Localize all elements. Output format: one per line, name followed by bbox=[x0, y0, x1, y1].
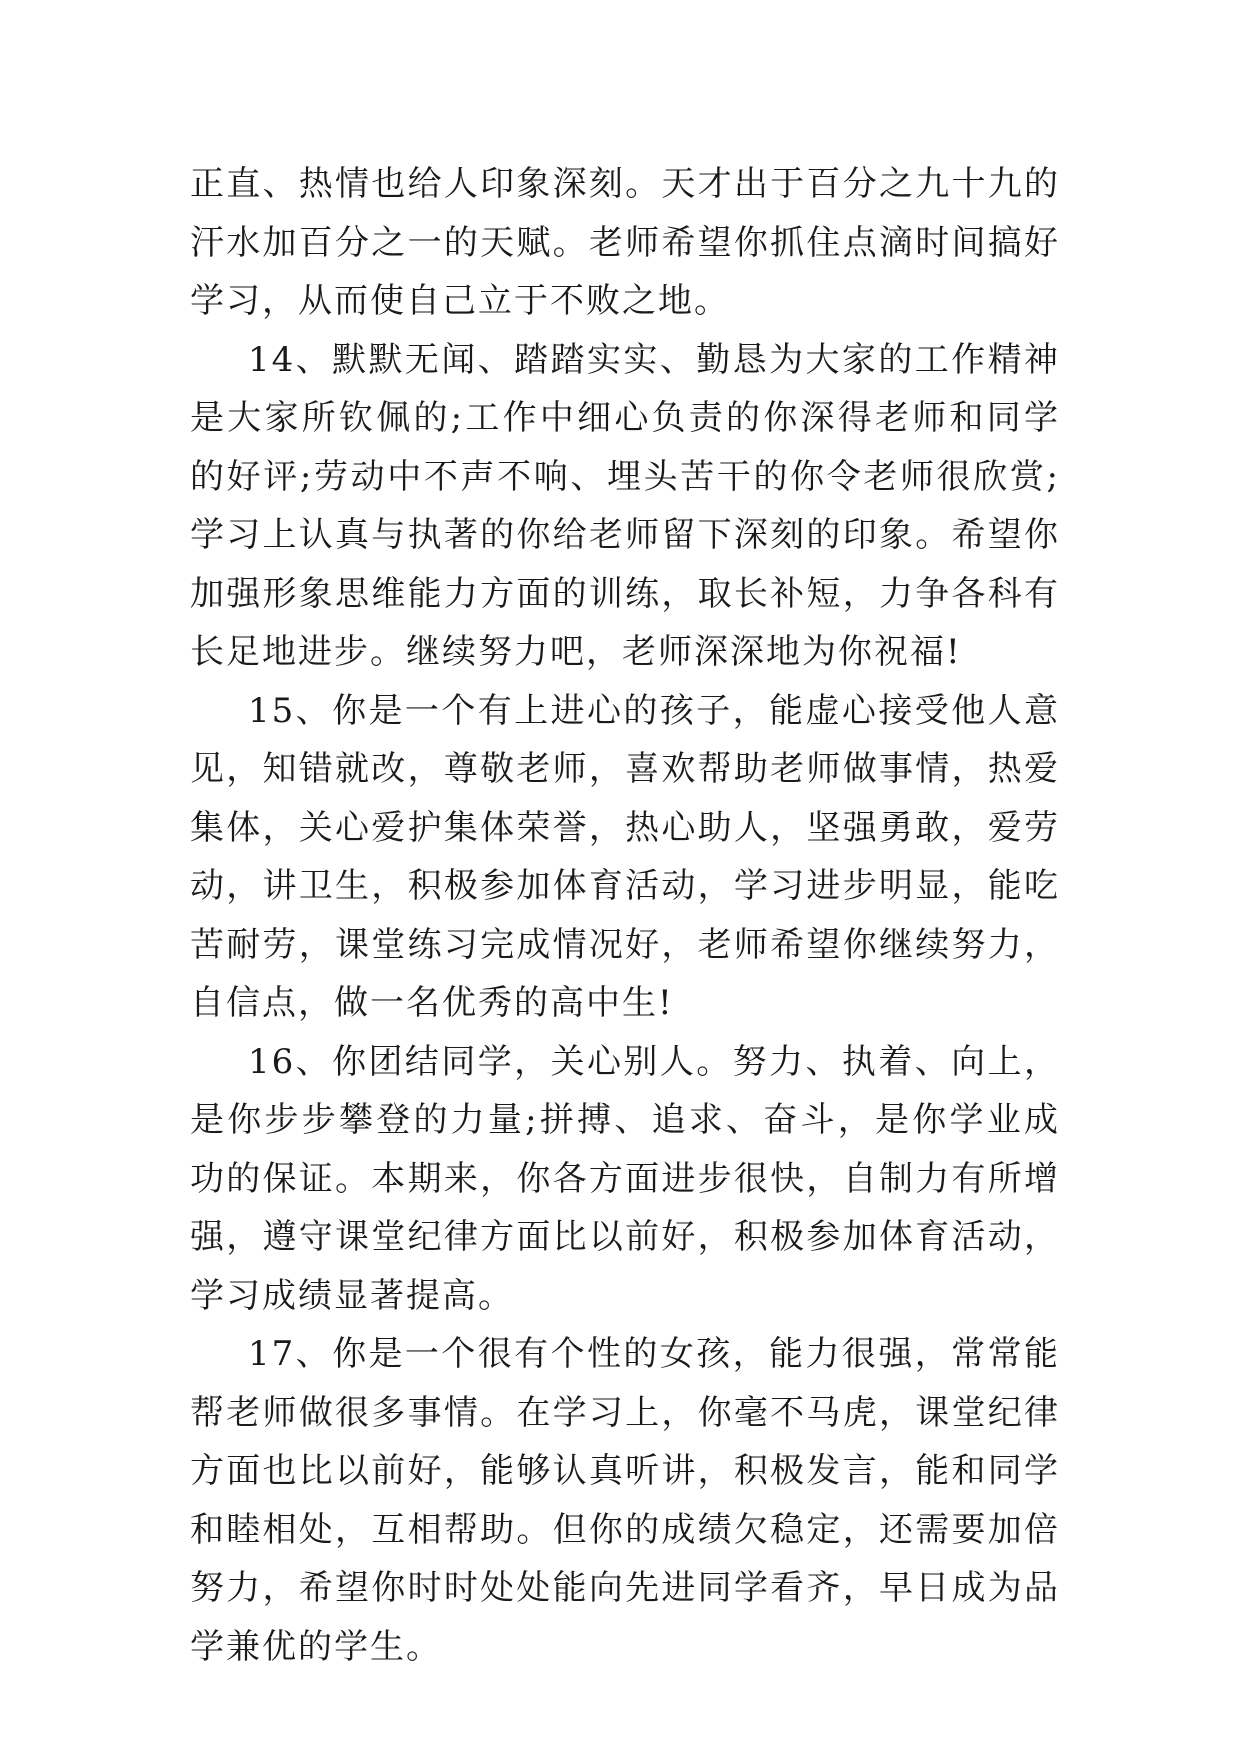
document-body bbox=[190, 155, 1060, 1676]
paragraph-item-15: 15、你是一个有上进心的孩子，能虚心接受他人意见，知错就改，尊敬老师，喜欢帮助老师做事情，热爱集体，关心爱护集体荣誉，热心助人，坚强勇敢，爱劳动，讲卫生，积极参加体育活动，学习进步明显，能吃苦耐劳，课堂练习完成情况好，老师希望你继续努力，自信点，做一名优秀的高中生! bbox=[190, 690, 1060, 1023]
paragraph-continuation: 正直、热情也给人印象深刻。天才出于百分之九十九的汗水加百分之一的天赋。老师希望你抓住点滴时间搞好学习，从而使自己立于不败之地。 bbox=[190, 164, 1060, 321]
paragraph-item-16: 16、你团结同学，关心别人。努力、执着、向上，是你步步攀登的力量;拼搏、追求、奋斗，是你学业成功的保证。本期来，你各方面进步很快，自制力有所增强，遵守课堂纪律方面比以前好，积极参加体育活动，学习成绩显著提高。 bbox=[190, 1041, 1060, 1316]
paragraph-item-14: 14、默默无闻、踏踏实实、勤恳为大家的工作精神是大家所钦佩的;工作中细心负责的你深得老师和同学的好评;劳动中不声不响、埋头苦干的你令老师很欣赏;学习上认真与执著的你给老师留下深刻的印象。希望你加强形象思维能力方面的训练，取长补短，力争各科有长足地进步。继续努力吧，老师深深地为你祝福! bbox=[190, 339, 1060, 672]
paragraph-item-17: 17、你是一个很有个性的女孩，能力很强，常常能帮老师做很多事情。在学习上，你毫不马虎，课堂纪律方面也比以前好，能够认真听讲，积极发言，能和同学和睦相处，互相帮助。但你的成绩欠稳定，还需要加倍努力，希望你时时处处能向先进同学看齐，早日成为品学兼优的学生。 bbox=[190, 1334, 1060, 1667]
